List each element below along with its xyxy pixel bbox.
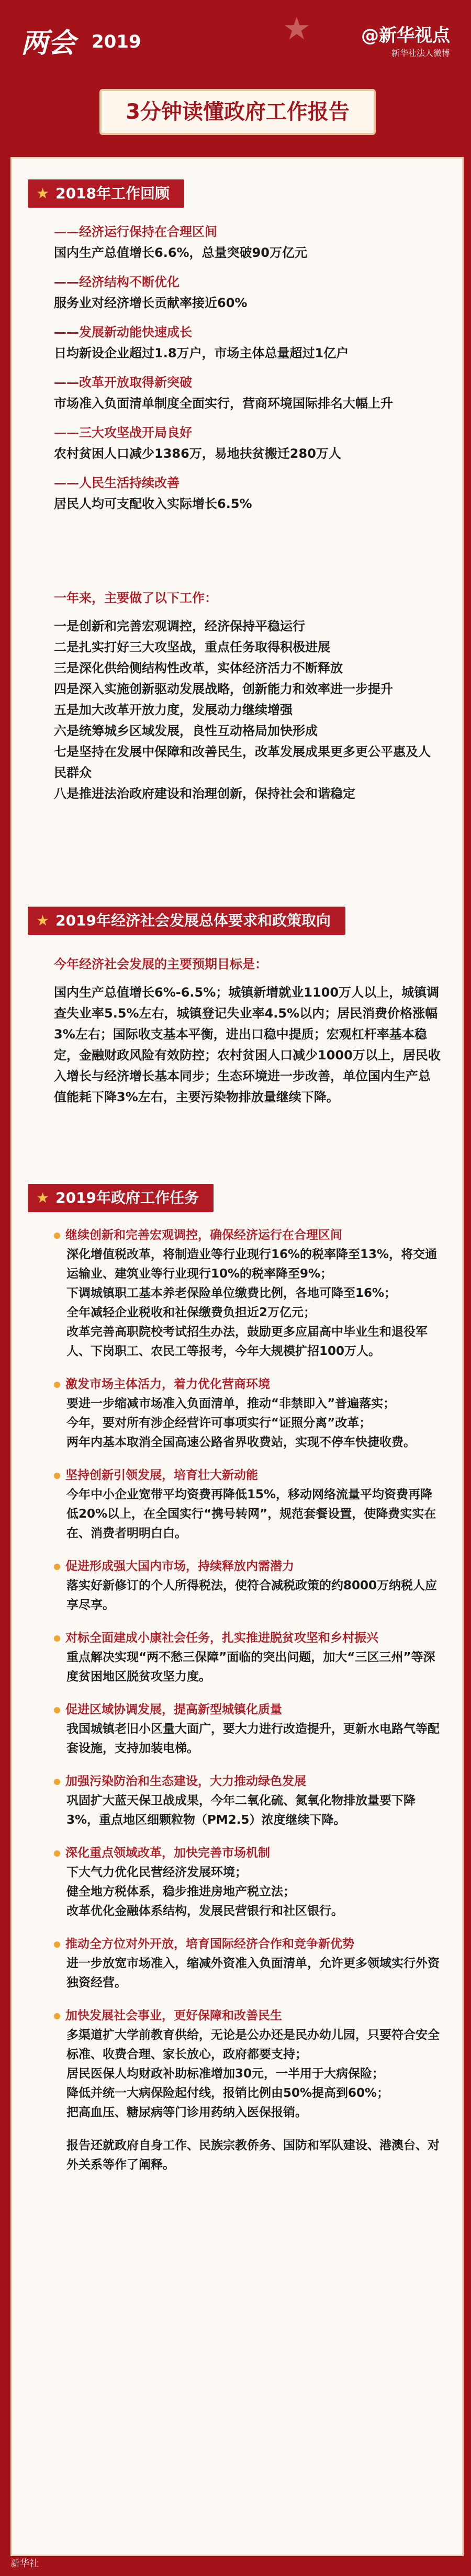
task-heading: 促进区域协调发展，提高新型城镇化质量 [65, 1703, 282, 1716]
task-item [54, 2006, 441, 2122]
review-detail-3: 日均新设企业超过1.8万户，市场主体总量超过1亿户 [54, 346, 349, 360]
task-line: 全年减轻企业税收和社保缴费负担近2万亿元； [66, 1306, 316, 1319]
task-line: 下调城镇职工基本养老保险单位缴费比例，各地可降至16%； [66, 1286, 397, 1300]
brand-subtitle: 新华社法人微博 [391, 48, 450, 58]
task-line: 把高血压、糖尿病等门诊用药纳入医保报销。 [66, 2106, 307, 2119]
task-line: 降低并统一大病保险起付线，报销比例由50%提高到60%； [66, 2086, 389, 2100]
review-heading-1: ——经济运行保持在合理区间 [54, 224, 217, 239]
task-item [54, 1557, 441, 1615]
year-label: 2019 [92, 31, 141, 52]
footer-credit: 新华社 [10, 2558, 39, 2569]
task-line: 深化增值税改革，将制造业等行业现行16%的税率降至13%，将交通运输业、建筑业等行业现行10%的税率降至9%； [66, 1248, 438, 1281]
bullet-icon [54, 2013, 60, 2019]
review-detail-1: 国内生产总值增长6.6%，总量突破90万亿元 [54, 245, 307, 260]
task-heading: 促进形成强大国内市场，持续释放内需潜力 [65, 1560, 294, 1573]
task-heading: 继续创新和完善宏观调控，确保经济运行在合理区间 [65, 1228, 342, 1242]
work-item-4: 四是深入实施创新驱动发展战略，创新能力和效率进一步提升 [54, 682, 393, 696]
lianghui-logo: 两会 [21, 27, 76, 59]
task-line: 巩固扩大蓝天保卫战成果，今年二氧化硫、氮氧化物排放量要下降3%，重点地区细颗粒物（PM2.5）浓度继续下降。 [66, 1794, 416, 1827]
task-line: 下大气力优化民营经济发展环境； [66, 1866, 247, 1879]
task-item [54, 1844, 441, 1921]
task-line: 多渠道扩大学前教育供给，无论是公办还是民办幼儿园，只要符合安全标准、收费合理、家长放心，政府都要支持； [66, 2028, 440, 2061]
section-header-2019-goals: ★ 2019年经济社会发展总体要求和政策取向 [28, 907, 345, 935]
page-header [0, 0, 471, 124]
task-line: 改革完善高职院校考试招生办法，鼓励更多应届高中毕业生和退役军人、下岗职工、农民工等报考，今年大规模扩招100万人。 [66, 1325, 428, 1358]
task-heading: 加快发展社会事业，更好保障和改善民生 [65, 2009, 282, 2023]
review-detail-2: 服务业对经济增长贡献率接近60% [54, 296, 248, 310]
task-line: 两年内基本取消全国高速公路省界收费站，实现不停车快捷收费。 [66, 1436, 416, 1449]
work-item-5: 五是加大改革开放力度，发展动力继续增强 [54, 703, 293, 717]
star-icon: ★ [36, 1189, 50, 1206]
review-list [54, 221, 441, 514]
task-item [54, 1226, 441, 1361]
work-item-3: 三是深化供给侧结构性改革，实体经济活力不断释放 [54, 661, 343, 675]
work-item-2: 二是扎实打好三大攻坚战，重点任务取得积极进展 [54, 640, 330, 654]
closing-note: 报告还就政府自身工作、民族宗教侨务、国防和军队建设、港澳台、对外关系等作了阐释。 [66, 2139, 440, 2172]
task-item [54, 1375, 441, 1452]
bullet-icon [54, 1779, 60, 1785]
work-item-8: 八是推进法治政府建设和治理创新，保持社会和谐稳定 [54, 786, 355, 801]
page-title: 3分钟读懂政府工作报告 [99, 89, 376, 135]
brand-name: @新华视点 [361, 25, 450, 46]
review-heading-5: ——三大攻坚战开局良好 [54, 425, 192, 440]
star-decoration-icon: ★ [283, 10, 311, 47]
review-heading-3: ——发展新动能快速成长 [54, 325, 192, 340]
bullet-icon [54, 1850, 60, 1857]
tasks-list [54, 1226, 441, 2175]
bullet-icon [54, 1382, 60, 1388]
bullet-icon [54, 1635, 60, 1642]
star-icon: ★ [36, 912, 50, 929]
task-heading: 激发市场主体活力，着力优化营商环境 [65, 1377, 270, 1391]
review-detail-6: 居民人均可支配收入实际增长6.5% [54, 496, 252, 511]
star-icon: ★ [36, 185, 50, 202]
section-header-2019-tasks: ★ 2019年政府工作任务 [28, 1184, 214, 1212]
review-detail-4: 市场准入负面清单制度全面实行，营商环境国际排名大幅上升 [54, 396, 393, 411]
task-line: 居民医保人均财政补助标准增加30元，一半用于大病保险； [66, 2067, 385, 2081]
bullet-icon [54, 1473, 60, 1479]
task-line: 进一步放宽市场准入，缩减外资准入负面清单，允许更多领域实行外资独资经营。 [66, 1957, 440, 1990]
task-item [54, 1629, 441, 1687]
task-line: 落实好新修订的个人所得税法，使符合减税政策的约8000万纳税人应享尽享。 [66, 1579, 438, 1612]
bullet-icon [54, 1707, 60, 1713]
bullet-icon [54, 1941, 60, 1948]
section-header-2018: ★ 2018年工作回顾 [28, 179, 184, 208]
task-line: 今年，要对所有涉企经营许可事项实行“证照分离”改革； [66, 1416, 372, 1430]
task-line: 我国城镇老旧小区量大面广，要大力进行改造提升，更新水电路气等配套设施，支持加装电梯。 [66, 1722, 440, 1755]
task-line: 健全地方税体系，稳步推进房地产税立法； [66, 1885, 295, 1899]
task-line: 今年中小企业宽带平均资费再降低15%，移动网络流量平均资费再降低20%以上，在全国实行“携号转网”，规范套餐设置，使降费实实在在、消费者明明白白。 [66, 1488, 436, 1540]
work-summary-intro: 一年来，主要做了以下工作： [54, 591, 217, 605]
task-item [54, 1700, 441, 1758]
work-item-1: 一是创新和完善宏观调控，经济保持平稳运行 [54, 619, 305, 634]
task-item [54, 1466, 441, 1543]
work-item-7: 七是坚持在发展中保障和改善民生，改革发展成果更多更公平惠及人民群众 [54, 744, 431, 780]
task-heading: 加强污染防治和生态建设，大力推动绿色发展 [65, 1775, 306, 1788]
task-item [54, 1772, 441, 1830]
task-line: 要进一步缩减市场准入负面清单，推动“非禁即入”普遍落实； [66, 1397, 396, 1410]
task-heading: 推动全方位对外开放，培育国际经济合作和竞争新优势 [65, 1937, 354, 1951]
review-detail-5: 农村贫困人口减少1386万，易地扶贫搬迁280万人 [54, 446, 341, 461]
review-heading-2: ——经济结构不断优化 [54, 275, 180, 289]
review-heading-4: ——改革开放取得新突破 [54, 375, 192, 390]
goals-block [54, 954, 441, 1108]
work-summary [54, 587, 441, 804]
work-item-6: 六是统筹城乡区域发展，良性互动格局加快形成 [54, 724, 318, 738]
task-line: 重点解决实现“两不愁三保障”面临的突出问题，加大“三区三州”等深度贫困地区脱贫攻坚力度。 [66, 1651, 435, 1684]
goals-intro: 今年经济社会发展的主要预期目标是： [54, 957, 267, 971]
task-item [54, 1935, 441, 1993]
task-heading: 对标全面建成小康社会任务，扎实推进脱贫攻坚和乡村振兴 [65, 1631, 378, 1645]
content-paper [10, 157, 464, 2556]
review-heading-6: ——人民生活持续改善 [54, 476, 180, 490]
task-heading: 深化重点领域改革，加快完善市场机制 [65, 1846, 270, 1860]
bullet-icon [54, 1564, 60, 1570]
task-line: 改革优化金融体系结构，发展民营银行和社区银行。 [66, 1904, 343, 1918]
bullet-icon [54, 1233, 60, 1239]
goals-paragraph: 国内生产总值增长6%-6.5%；城镇新增就业1100万人以上，城镇调查失业率5.5%左右，城镇登记失业率4.5%以内；居民消费价格涨幅3%左右；国际收支基本平衡，进出口稳中提质；宏观杠杆率基本稳定，金融财政风险有效防控；农村贫困人口减少1000万以上，居民收入增长与经济增长基本同步；生态环境进一步改善，单位国内生产总值能耗下降3%左右，主要污染物排放量继续下降。 [54, 985, 441, 1104]
task-heading: 坚持创新引领发展，培育壮大新动能 [65, 1468, 258, 1482]
brand-badge [361, 21, 450, 59]
